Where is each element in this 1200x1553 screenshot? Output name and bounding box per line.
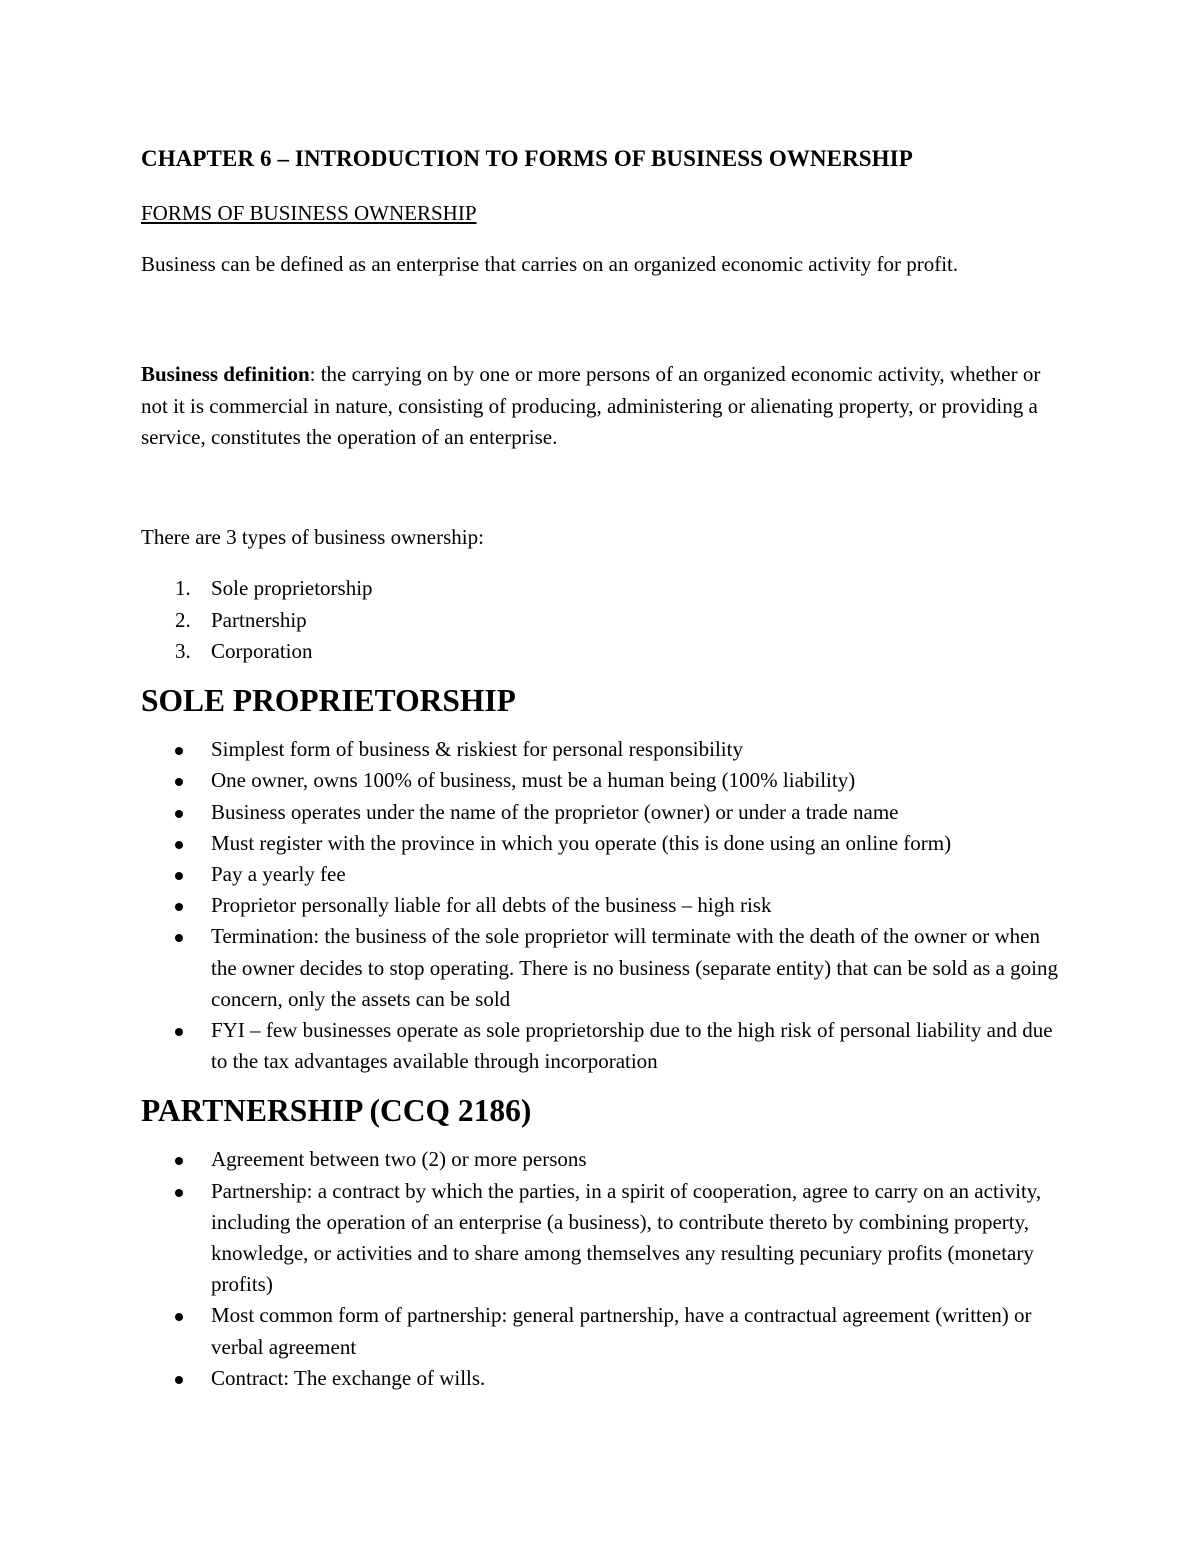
bullet-icon <box>175 810 183 818</box>
list-item <box>141 636 1066 667</box>
list-item <box>141 765 1066 796</box>
list-item-text: Business operates under the name of the proprietor (owner) or under a trade name <box>211 799 899 824</box>
bullet-icon <box>175 747 183 755</box>
list-item <box>141 797 1066 828</box>
bullet-icon <box>175 1376 183 1384</box>
partnership-heading: PARTNERSHIP (CCQ 2186) <box>141 1093 532 1129</box>
types-list <box>141 573 1066 667</box>
list-item <box>141 828 1066 859</box>
bullet-icon <box>175 903 183 911</box>
list-number: 1. <box>175 576 191 601</box>
list-item-label: Sole proprietorship <box>211 576 373 601</box>
list-item <box>141 1300 1066 1362</box>
sole-proprietorship-heading: SOLE PROPRIETORSHIP <box>141 683 516 719</box>
list-item <box>141 1144 1066 1175</box>
list-item <box>141 1363 1066 1394</box>
list-number: 2. <box>175 607 191 632</box>
list-item-text: Pay a yearly fee <box>211 861 346 886</box>
bullet-icon <box>175 872 183 880</box>
bullet-icon <box>175 1157 183 1165</box>
list-item-text: Most common form of partnership: general partnership, have a contractual agreement (written) or verbal agreement <box>211 1303 1032 1359</box>
list-item-text: Contract: The exchange of wills. <box>211 1365 486 1390</box>
list-item-text: Termination: the business of the sole proprietor will terminate with the death of the owner or when the owner decides to stop operating. There is no business (separate entity) that can be sold as a going concern, only the assets can be sold <box>211 924 1058 1011</box>
list-item <box>141 1176 1066 1301</box>
definition-paragraph <box>141 359 1066 453</box>
bullet-icon <box>175 841 183 849</box>
chapter-title: CHAPTER 6 – INTRODUCTION TO FORMS OF BUSINESS OWNERSHIP <box>141 146 913 171</box>
list-item-text: One owner, owns 100% of business, must be a human being (100% liability) <box>211 768 856 793</box>
list-item-text: FYI – few businesses operate as sole proprietorship due to the high risk of personal liability and due to the tax advantages available through incorporation <box>211 1017 1053 1074</box>
partnership-list <box>141 1144 1066 1394</box>
list-item-text: Agreement between two (2) or more persons <box>211 1147 587 1172</box>
intro-paragraph: Business can be defined as an enterprise that carries on an organized economic activity for profit. <box>141 252 959 276</box>
list-item-label: Corporation <box>211 638 313 663</box>
list-number: 3. <box>175 638 191 663</box>
bullet-icon <box>175 934 183 942</box>
document-page <box>141 140 1066 1394</box>
list-item <box>141 890 1066 921</box>
list-item <box>141 1015 1066 1077</box>
bullet-icon <box>175 1028 183 1036</box>
section-subtitle: FORMS OF BUSINESS OWNERSHIP <box>141 201 477 225</box>
list-item <box>141 859 1066 890</box>
list-item-text: Partnership: a contract by which the parties, in a spirit of cooperation, agree to carry on an activity, including the operation of an enterprise (a business), to contribute thereto by combining property, knowledge, or activities and to share among themselves any resulting pecuniary profits (monetary profits) <box>211 1178 1042 1297</box>
types-intro: There are 3 types of business ownership: <box>141 525 484 550</box>
bullet-icon <box>175 1313 183 1321</box>
definition-text: : the carrying on by one or more persons of an organized economic activity, whether or not it is commercial in nature, consisting of producing, administering or alienating property, or providing a service, constitutes the operation of an enterprise. <box>141 362 1041 449</box>
list-item <box>141 573 1066 604</box>
bullet-icon <box>175 778 183 786</box>
bullet-icon <box>175 1189 183 1197</box>
list-item <box>141 921 1066 1015</box>
list-item-text: Must register with the province in which you operate (this is done using an online form) <box>211 830 952 855</box>
list-item-text: Simplest form of business & riskiest for personal responsibility <box>211 737 743 762</box>
sole-proprietorship-list <box>141 734 1066 1077</box>
list-item <box>141 734 1066 765</box>
list-item-text: Proprietor personally liable for all debts of the business – high risk <box>211 893 772 918</box>
list-item-label: Partnership <box>211 607 307 632</box>
list-item <box>141 605 1066 636</box>
definition-term: Business definition <box>141 362 310 387</box>
